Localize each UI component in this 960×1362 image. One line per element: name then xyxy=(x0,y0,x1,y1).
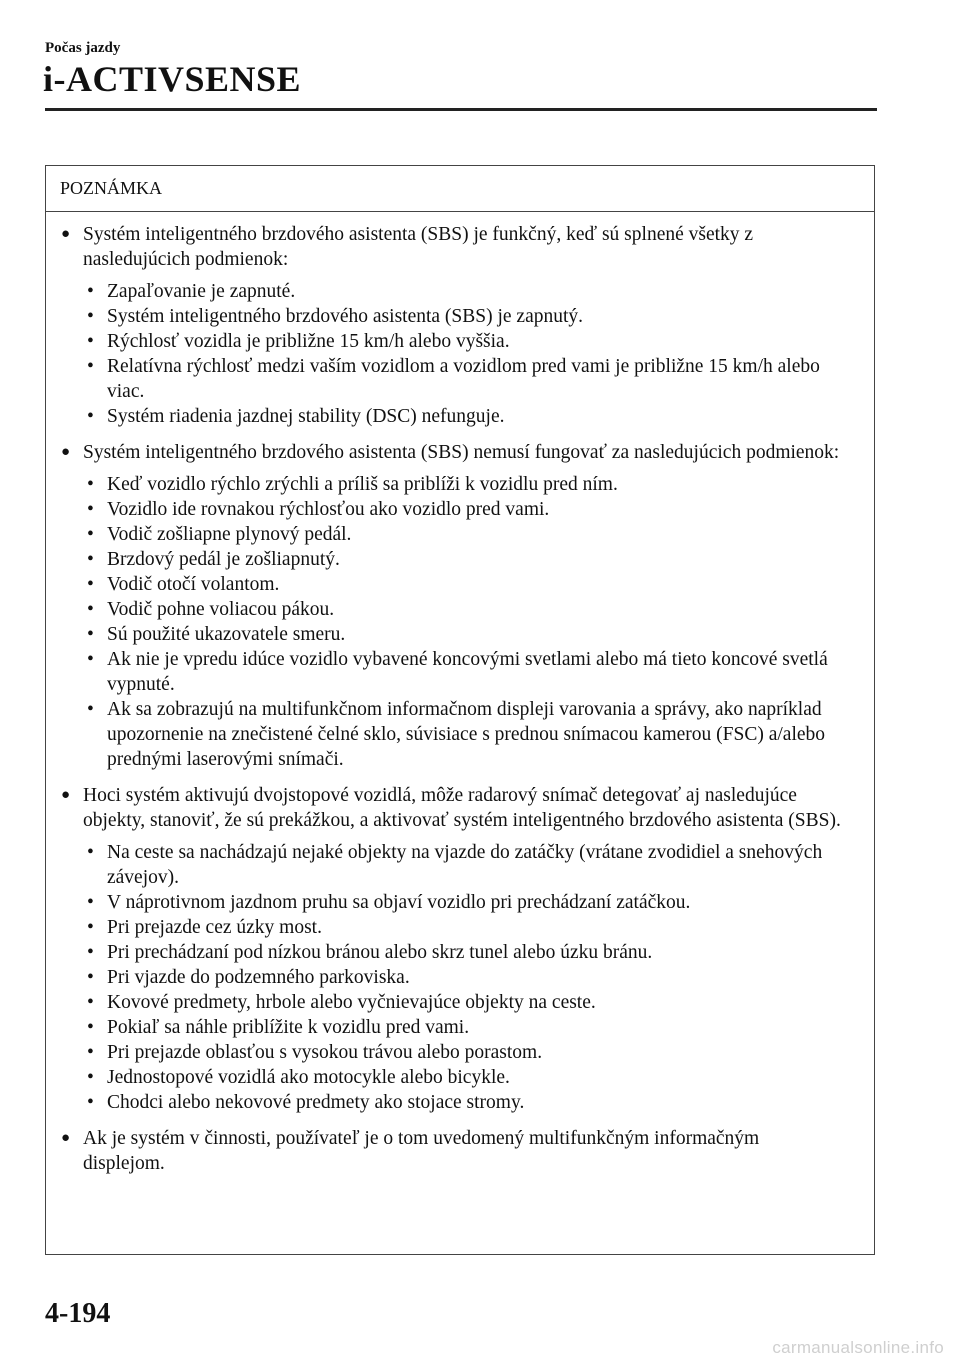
sub-bullet-icon: • xyxy=(87,599,94,620)
sub-bullet-icon: • xyxy=(87,1092,94,1113)
sub-list xyxy=(83,472,844,772)
sub-list-item xyxy=(83,940,844,965)
sub-bullet-icon: • xyxy=(87,649,94,670)
sub-item-text: Pokiaľ sa náhle priblížite k vozidlu pred vami. xyxy=(107,1017,470,1038)
sub-list-item xyxy=(83,1040,844,1065)
sub-item-text: Keď vozidlo rýchlo zrýchli a príliš sa priblíži k vozidlu pred ním. xyxy=(107,474,618,495)
watermark: carmanualsonline.info xyxy=(772,1338,944,1357)
sub-list-item xyxy=(83,840,844,890)
sub-bullet-icon: • xyxy=(87,306,94,327)
sub-bullet-icon: • xyxy=(87,574,94,595)
sub-bullet-icon: • xyxy=(87,624,94,645)
note-body xyxy=(46,212,874,1176)
sub-list xyxy=(83,279,844,429)
note-item xyxy=(61,783,844,1115)
sub-bullet-icon: • xyxy=(87,967,94,988)
sub-bullet-icon: • xyxy=(87,699,94,720)
sub-list-item xyxy=(83,965,844,990)
sub-list-item xyxy=(83,472,844,497)
sub-bullet-icon: • xyxy=(87,474,94,495)
sub-bullet-icon: • xyxy=(87,1067,94,1088)
sub-item-text: Chodci alebo nekovové predmety ako stojace stromy. xyxy=(107,1092,525,1113)
sub-item-text: Jednostopové vozidlá ako motocykle alebo bicykle. xyxy=(107,1067,510,1088)
bullet-icon: ● xyxy=(61,787,71,803)
sub-bullet-icon: • xyxy=(87,842,94,863)
sub-list-item xyxy=(83,1015,844,1040)
bullet-icon: ● xyxy=(61,1130,71,1146)
section-label: Počas jazdy xyxy=(45,40,121,56)
sub-list-item xyxy=(83,497,844,522)
sub-list-item xyxy=(83,279,844,304)
note-item xyxy=(61,222,844,429)
sub-item-text: Vozidlo ide rovnakou rýchlosťou ako vozidlo pred vami. xyxy=(107,499,550,520)
sub-item-text: Vodič zošliapne plynový pedál. xyxy=(107,524,352,545)
sub-bullet-icon: • xyxy=(87,1017,94,1038)
note-item-text: Hoci systém aktivujú dvojstopové vozidlá, môže radarový snímač detegovať aj nasledujúce objekty, stanoviť, že sú prekážkou, a aktivovať systém inteligentného brzdového asistenta (SBS). xyxy=(83,785,841,831)
sub-list-item xyxy=(83,354,844,404)
sub-item-text: Kovové predmety, hrbole alebo vyčnievajúce objekty na ceste. xyxy=(107,992,596,1013)
sub-bullet-icon: • xyxy=(87,356,94,377)
sub-bullet-icon: • xyxy=(87,549,94,570)
sub-item-text: Pri prechádzaní pod nízkou bránou alebo skrz tunel alebo úzku bránu. xyxy=(107,942,653,963)
sub-bullet-icon: • xyxy=(87,992,94,1013)
sub-bullet-icon: • xyxy=(87,892,94,913)
sub-bullet-icon: • xyxy=(87,406,94,427)
sub-item-text: Vodič otočí volantom. xyxy=(107,574,280,595)
sub-item-text: V náprotivnom jazdnom pruhu sa objaví vozidlo pri prechádzaní zatáčkou. xyxy=(107,892,691,913)
sub-item-text: Vodič pohne voliacou pákou. xyxy=(107,599,335,620)
sub-list-item xyxy=(83,697,844,772)
sub-item-text: Pri prejazde oblasťou s vysokou trávou alebo porastom. xyxy=(107,1042,543,1063)
sub-list-item xyxy=(83,404,844,429)
sub-list-item xyxy=(83,597,844,622)
sub-item-text: Pri vjazde do podzemného parkoviska. xyxy=(107,967,410,988)
note-item xyxy=(61,440,844,772)
sub-list-item xyxy=(83,1065,844,1090)
sub-item-text: Pri prejazde cez úzky most. xyxy=(107,917,322,938)
sub-list-item xyxy=(83,990,844,1015)
sub-bullet-icon: • xyxy=(87,524,94,545)
note-item-text: Ak je systém v činnosti, používateľ je o tom uvedomený multifunkčným informačným displejom. xyxy=(83,1128,760,1174)
sub-bullet-icon: • xyxy=(87,917,94,938)
sub-item-text: Zapaľovanie je zapnuté. xyxy=(107,281,296,302)
page-number: 4-194 xyxy=(45,1298,111,1329)
sub-bullet-icon: • xyxy=(87,281,94,302)
page-title: i-ACTIVSENSE xyxy=(43,59,302,99)
bullet-icon: ● xyxy=(61,444,71,460)
note-heading: POZNÁMKA xyxy=(46,166,874,212)
sub-item-text: Ak sa zobrazujú na multifunkčnom informačnom displeji varovania a správy, ako napríklad upozornenie na znečistené čelné sklo, súvisiace s prednou snímacou kamerou (FSC) a/alebo prednými laserovými snímači. xyxy=(107,699,826,770)
sub-bullet-icon: • xyxy=(87,942,94,963)
sub-item-text: Systém riadenia jazdnej stability (DSC) nefunguje. xyxy=(107,406,505,427)
sub-list xyxy=(83,840,844,1115)
sub-item-text: Rýchlosť vozidla je približne 15 km/h alebo vyššia. xyxy=(107,331,510,352)
sub-list-item xyxy=(83,329,844,354)
sub-list-item xyxy=(83,915,844,940)
sub-item-text: Brzdový pedál je zošliapnutý. xyxy=(107,549,340,570)
sub-bullet-icon: • xyxy=(87,499,94,520)
sub-item-text: Na ceste sa nachádzajú nejaké objekty na vjazde do zatáčky (vrátane zvodidiel a snehových závejov). xyxy=(107,842,823,888)
sub-list-item xyxy=(83,547,844,572)
note-box xyxy=(45,165,875,1255)
note-item-text: Systém inteligentného brzdového asistenta (SBS) je funkčný, keď sú splnené všetky z nasledujúcich podmienok: xyxy=(83,224,754,270)
sub-item-text: Sú použité ukazovatele smeru. xyxy=(107,624,346,645)
sub-list-item xyxy=(83,1090,844,1115)
sub-list-item xyxy=(83,622,844,647)
title-rule xyxy=(45,108,877,111)
sub-list-item xyxy=(83,304,844,329)
sub-bullet-icon: • xyxy=(87,1042,94,1063)
sub-list-item xyxy=(83,890,844,915)
sub-bullet-icon: • xyxy=(87,331,94,352)
bullet-icon: ● xyxy=(61,226,71,242)
sub-list-item xyxy=(83,647,844,697)
sub-item-text: Systém inteligentného brzdového asistenta (SBS) je zapnutý. xyxy=(107,306,584,327)
note-item-text: Systém inteligentného brzdového asistenta (SBS) nemusí fungovať za nasledujúcich podmienok: xyxy=(83,442,840,463)
sub-item-text: Ak nie je vpredu idúce vozidlo vybavené koncovými svetlami alebo má tieto koncové svetlá vypnuté. xyxy=(107,649,828,695)
sub-item-text: Relatívna rýchlosť medzi vaším vozidlom a vozidlom pred vami je približne 15 km/h alebo viac. xyxy=(107,356,820,402)
note-item xyxy=(61,1126,844,1176)
sub-list-item xyxy=(83,572,844,597)
sub-list-item xyxy=(83,522,844,547)
